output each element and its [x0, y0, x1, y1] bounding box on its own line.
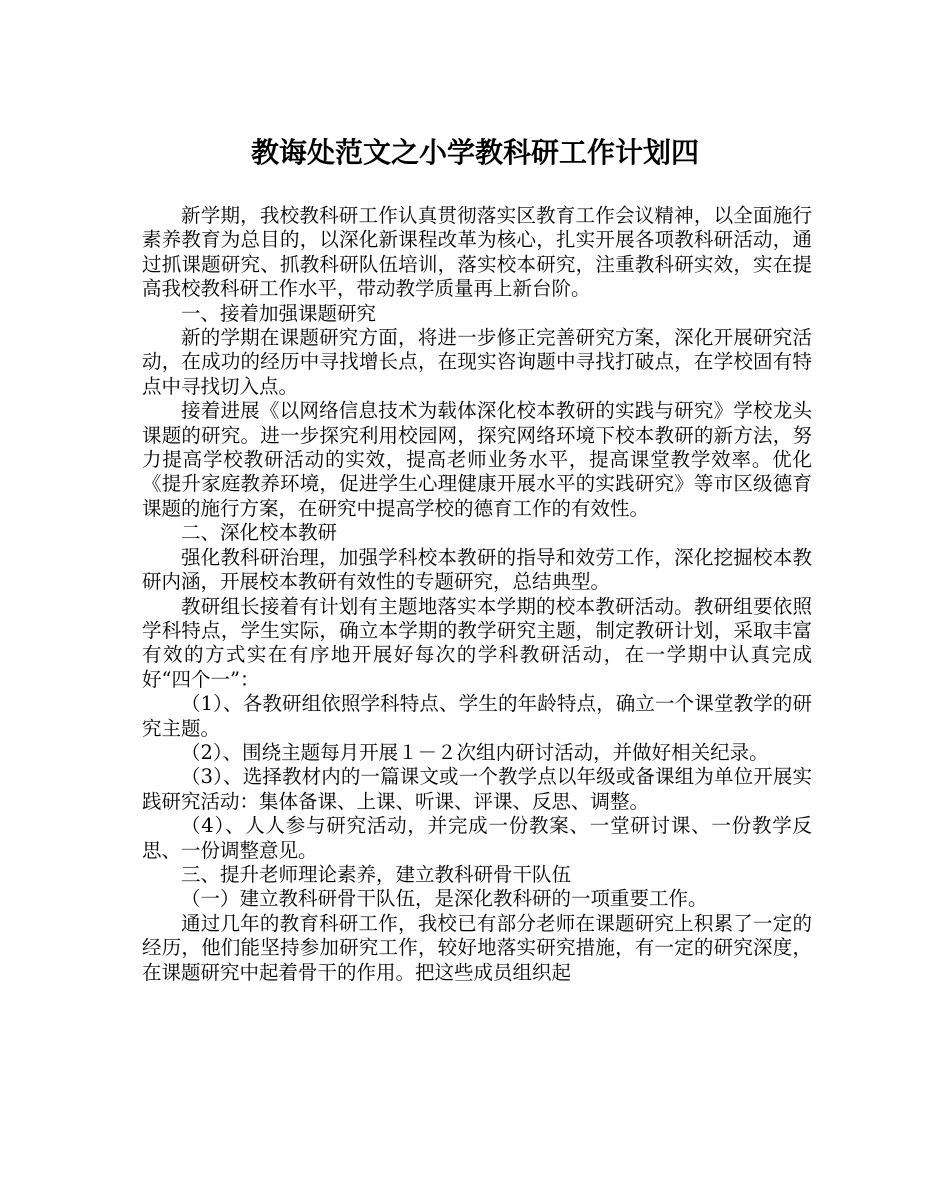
section-heading: 一、接着加强课题研究 — [181, 301, 377, 325]
paragraph: 新学期，我校教科研工作认真贯彻落实区教育工作会议精神，以全面施行素养教育为总目的，以深化新课程改革为核心，扎实开展各项教科研活动，通过抓课题研究、抓教科研队伍培训，落实校本研究，注重教科研实效，实在提高我校教科研工作水平，带动教学质量再上新台阶。 — [142, 204, 812, 301]
subsection-heading: （一）建立教科研骨干队伍，是深化教科研的一项重要工作。 — [181, 887, 708, 911]
paragraph: 教研组长接着有计划有主题地落实本学期的校本教研活动。教研组要依照学科特点，学生实际，确立本学期的教学研究主题，制定教研计划，采取丰富有效的方式实在有序地开展好每次的学科教研活动，在一学期中认真完成好“四个一”： — [142, 594, 812, 691]
paragraph: 新的学期在课题研究方面，将进一步修正完善研究方案，深化开展研究活动，在成功的经历中寻找增长点，在现实咨询题中寻找打破点，在学校固有特点中寻找切入点。 — [142, 326, 812, 398]
list-item: （3）、选择教材内的一篇课文或一个教学点以年级或备课组为单位开展实践研究活动：集体备课、上课、听课、评课、反思、调整。 — [142, 765, 812, 813]
list-item: （2）、围绕主题每月开展１－２次组内研讨活动，并做好相关纪录。 — [181, 740, 769, 764]
paragraph: 通过几年的教育科研工作，我校已有部分老师在课题研究上积累了一定的经历，他们能坚持参加研究工作，较好地落实研究措施，有一定的研究深度，在课题研究中起着骨干的作用。把这些成员组织起 — [142, 911, 812, 984]
paragraph: 接着进展《以网络信息技术为载体深化校本教研的实践与研究》学校龙头课题的研究。进一步探究利用校园网，探究网络环境下校本教研的新方法，努力提高学校教研活动的实效，提高老师业务水平，提高课堂教学效率。优化《提升家庭教养环境，促进学生心理健康开展水平的实践研究》等市区级德育课题的施行方案，在研究中提高学校的德育工作的有效性。 — [142, 399, 812, 520]
section-heading: 三、提升老师理论素养，建立教科研骨干队伍 — [181, 862, 572, 886]
paragraph: 强化教科研治理，加强学科校本教研的指导和效劳工作，深化挖掘校本教研内涵，开展校本教研有效性的专题研究，总结典型。 — [142, 545, 812, 594]
list-item: （1）、各教研组依照学科特点、学生的年龄特点，确立一个课堂教学的研究主题。 — [142, 692, 812, 740]
section-heading: 二、深化校本教研 — [181, 521, 338, 545]
document-title: 教诲处范文之小学教科研工作计划四 — [250, 136, 699, 169]
document-body — [142, 204, 812, 985]
list-item: （4）、人人参与研究活动，并完成一份教案、一堂研讨课、一份教学反思、一份调整意见。 — [142, 814, 812, 862]
